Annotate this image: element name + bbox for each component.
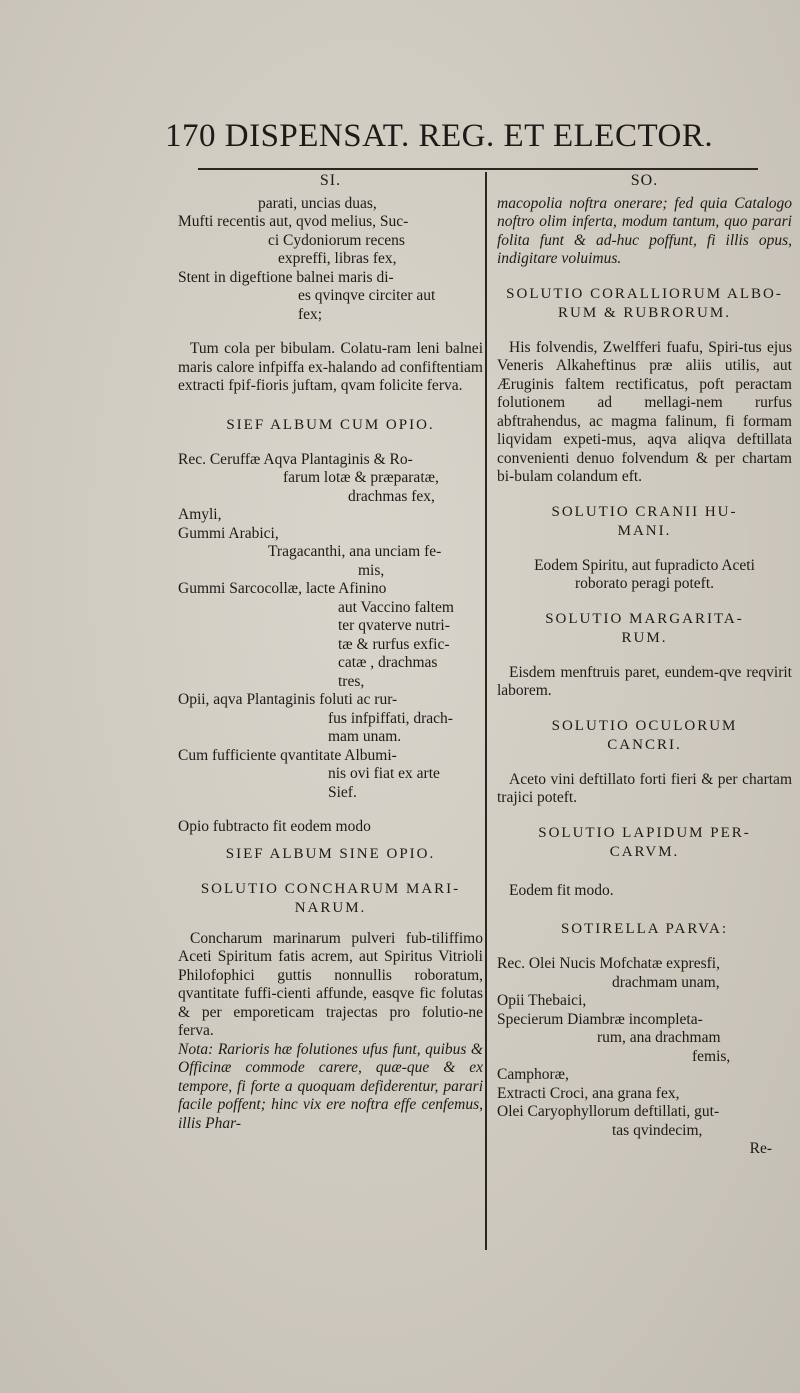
ingredient-line: ter qvaterve nutri-	[338, 617, 450, 634]
nota-paragraph	[178, 1041, 483, 1134]
nota-label: Nota	[178, 1040, 209, 1058]
sotirella-line: drachmam unam,	[612, 973, 720, 991]
cranii-text-1: Eodem Spiritu, aut fupradicto Aceti	[534, 556, 755, 574]
ingredient-line: mis,	[358, 561, 385, 579]
ingredient-line: Tragacanthi, ana unciam fe-	[268, 543, 442, 560]
concharum-paragraph: Concharum marinarum pulveri fub-tiliffimo Aceti Spiritum fatis acrem, aut Spiritus Vitrioli Philofophici guttis nonnullis roboratum, qvantitate fuffi-cienti affunde, easqve fic folutas & per emporeticam trajectas pro folutio-ne ferva.	[178, 929, 483, 1039]
margarita-heading-1: SOLUTIO MARGARITA-	[545, 610, 744, 627]
left-column	[178, 172, 483, 1133]
nota-text: : Rarioris hæ folutiones ufus funt, quibus & Officinæ commode carere, quæ-que & ex tempore, fi forte a quoquam defiderentur, parari facile poffent; hinc vix ere noftra effe cenfemus, illis Phar-	[178, 1040, 483, 1132]
sotirella-recipe	[497, 955, 792, 1140]
ingredient-line: fus infpiffati, drach-	[328, 709, 453, 727]
oculorum-paragraph: Aceto vini deftillato forti fieri & per chartam trajici poteft.	[497, 770, 792, 806]
corallium-heading-1: SOLUTIO CORALLIORUM ALBO-	[506, 285, 783, 302]
page-header	[165, 118, 765, 168]
sotirella-line: Camphoræ,	[497, 1066, 569, 1083]
corallium-heading-2: RUM & RUBRORUM.	[558, 304, 731, 321]
cranii-text-2: roborato peragi poteft.	[574, 575, 714, 592]
ingredient-line: mam unam.	[328, 728, 402, 745]
sotirella-line: tas qvindecim,	[612, 1121, 703, 1139]
corallium-paragraph: His folvendis, Zwelfferi fuafu, Spiri-tus ejus Veneris Alkaheftinus præ aliis utilis, aut Æruginis faltem rectificatus, poft peractam folutionem ad mellagi-nem rurfus abftrahendus, ac magma falinum, fi formam liqvidam expeti-mus, aqva aliqva deftillata convenienti denuo folvendum & per chartam bi-bulam colandum eft.	[497, 338, 792, 485]
ingredient-line: tæ & rurfus exfic-	[338, 635, 450, 653]
rec-line: farum lotæ & præparatæ,	[283, 469, 439, 486]
margarita-paragraph: Eisdem menftruis paret, eundem-qve reqvirit laborem.	[497, 663, 792, 699]
rec-block	[178, 451, 483, 507]
ingredient-line: Amyli,	[178, 506, 222, 523]
ingredient-line: Gummi Sarcocollæ, lacte Afinino	[178, 580, 387, 597]
rec-line: drachmas fex,	[348, 487, 435, 505]
page-number: 170	[165, 118, 216, 154]
opio-line: Opio fubtracto fit eodem modo	[178, 818, 371, 835]
sief-sine-opio-heading: SIEF ALBUM SINE OPIO.	[225, 845, 436, 862]
lapidum-heading-1: SOLUTIO LAPIDUM PER-	[538, 824, 751, 841]
continuation-paragraph: macopolia noftra onerare; fed quia Catalogo noftro olim inferta, modum tantum, quo parari folita funt & ad-huc poffunt, fi illis opus, indigitare voluimus.	[497, 194, 792, 267]
ingredient-line: Sief.	[328, 783, 357, 801]
ingredient-list	[178, 506, 483, 802]
running-title: DISPENSAT. REG. ET ELECTOR.	[224, 118, 714, 154]
recipe-line: ci Cydoniorum recens	[268, 231, 405, 249]
sotirella-heading: SOTIRELLA PARVA:	[560, 921, 729, 937]
recipe-line: Mufti recentis aut, qvod melius, Suc-	[178, 213, 409, 230]
column-divider	[485, 172, 487, 1250]
catchword: Re-	[749, 1140, 772, 1157]
recipe-line: expreffi, libras fex,	[278, 250, 397, 267]
ingredient-line: tres,	[338, 672, 365, 690]
sotirella-line: Extracti Croci, ana grana fex,	[497, 1084, 680, 1102]
recipe-block	[178, 195, 483, 325]
recipe-line: es qvinqve circiter aut	[298, 287, 436, 304]
oculorum-heading-2: CANCRI.	[607, 736, 682, 753]
ingredient-line: Gummi Arabici,	[178, 524, 279, 542]
ingredient-line: Opii, aqva Plantaginis foluti ac rur-	[178, 691, 398, 708]
cranii-heading-2: MANI.	[617, 522, 672, 539]
lapidum-text: Eodem fit modo.	[509, 881, 614, 899]
right-signature-mark: SO.	[630, 172, 659, 189]
concharum-heading-2: NARUM.	[294, 899, 367, 916]
header-rule	[198, 168, 758, 170]
tum-paragraph: Tum cola per bibulam. Colatu-ram leni balnei maris calore infpiffa ex-halando ad confiftentiam extracti fpif-fioris juftam, qvam folicite ferva.	[178, 340, 483, 394]
ingredient-line: Cum fufficiente qvantitate Albumi-	[178, 746, 397, 764]
sotirella-line: femis,	[692, 1047, 731, 1065]
cranii-heading-1: SOLUTIO CRANII HU-	[551, 503, 738, 520]
recipe-line: parati, uncias duas,	[258, 194, 377, 212]
sotirella-line: Olei Caryophyllorum deftillati, gut-	[497, 1103, 720, 1120]
ingredient-line: nis ovi fiat ex arte	[328, 765, 440, 782]
sotirella-line: Rec. Olei Nucis Mofchatæ expresfi,	[497, 955, 720, 972]
ingredient-line: catæ , drachmas	[338, 654, 438, 671]
ingredient-line: aut Vaccino faltem	[338, 598, 454, 616]
sief-album-heading: SIEF ALBUM CUM OPIO.	[226, 416, 435, 433]
right-column	[497, 172, 792, 1159]
concharum-heading-1: SOLUTIO CONCHARUM MARI-	[200, 880, 461, 897]
sotirella-line: rum, ana drachmam	[597, 1029, 721, 1046]
oculorum-heading-1: SOLUTIO OCULORUM	[551, 717, 738, 734]
sotirella-line: Specierum Diambræ incompleta-	[497, 1010, 703, 1028]
recipe-line: Stent in digeftione balnei maris di-	[178, 268, 394, 286]
margarita-heading-2: RUM.	[621, 629, 668, 646]
left-signature-mark: SI.	[319, 172, 342, 189]
sotirella-line: Opii Thebaici,	[497, 992, 587, 1009]
rec-line: Rec. Ceruffæ Aqva Plantaginis & Ro-	[178, 450, 413, 468]
lapidum-heading-2: CARVM.	[609, 843, 680, 860]
recipe-line: fex;	[298, 305, 323, 323]
